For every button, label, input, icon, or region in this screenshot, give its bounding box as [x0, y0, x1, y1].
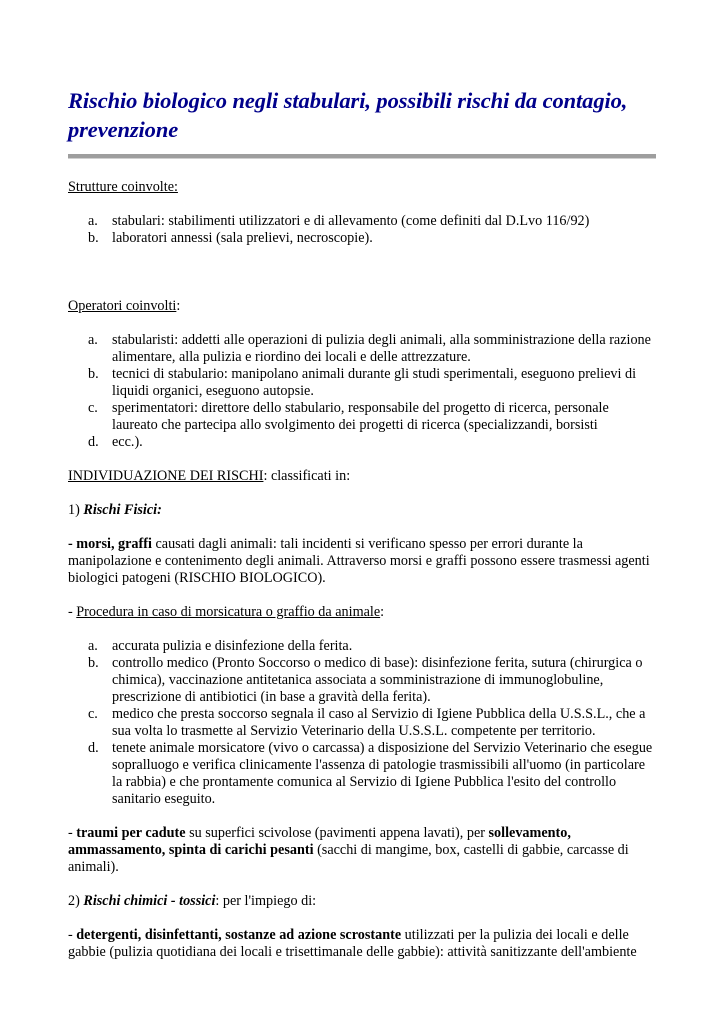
procedura-heading: - Procedura in caso di morsicatura o graffio da animale: [68, 604, 385, 620]
document-page [68, 86, 656, 961]
list-item: d. tenete animale morsicatore (vivo o carcassa) a disposizione del Servizio Veterinario che esegue sopralluogo e verifica clinicamente l'assenza di patologie trasmissibili all'uomo (in particolare la rabbia) e che prontamente comunica al Servizio di Igiene Pubblica l'esito del controllo sanitario eseguito. [88, 740, 653, 807]
strutture-list [68, 213, 656, 247]
list-item: b. laboratori annessi (sala prelievi, necroscopie). [88, 230, 373, 246]
list-item: c. sperimentatori: direttore dello stabulario, responsabile del progetto di ricerca, personale laureato che partecipa allo svolgimento dei progetti di ricerca (specializzandi, borsisti [88, 400, 609, 433]
individuazione-heading: INDIVIDUAZIONE DEI RISCHI: classificati in: [68, 468, 351, 484]
list-item: b. controllo medico (Pronto Soccorso o medico di base): disinfezione ferita, sutura (chirurgica o chimica), vaccinazione antitetanica associata a somministrazione di immunoglobuline, prescrizione di antibiotici (in base a gravità della ferita). [88, 655, 643, 705]
title-divider [68, 154, 656, 159]
list-item: a. stabulari: stabilimenti utilizzatori e di allevamento (come definiti dal D.Lvo 116/92) [88, 213, 590, 229]
morsi-paragraph: - morsi, graffi causati dagli animali: tali incidenti si verificano spesso per errori durante la manipolazione e contenimento degli animali. Attraverso morsi e graffi possono essere trasmessi agenti biologici patogeni (RISCHIO BIOLOGICO). [68, 536, 650, 586]
page-title: Rischio biologico negli stabulari, possibili rischi da contagio, prevenzione [68, 88, 628, 142]
rischi-chimici-heading: 2) Rischi chimici - tossici: per l'impiego di: [68, 893, 317, 909]
operatori-heading: Operatori coinvolti: [68, 298, 181, 314]
list-item: a. accurata pulizia e disinfezione della ferita. [88, 638, 353, 654]
operatori-list [68, 332, 656, 451]
list-item: b. tecnici di stabulario: manipolano animali durante gli studi sperimentali, eseguono prelievi di liquidi organici, eseguono autopsie. [88, 366, 637, 399]
strutture-heading: Strutture coinvolte: [68, 179, 178, 195]
detergenti-paragraph: - detergenti, disinfettanti, sostanze ad azione scrostante utilizzati per la pulizia dei locali e delle gabbie (pulizia quotidiana dei locali e trisettimanale delle gabbie): attività sanitizzante dell'ambiente [68, 927, 637, 960]
list-item: a. stabularisti: addetti alle operazioni di pulizia degli animali, alla somministrazione della razione alimentare, alla pulizia e riordino dei locali e delle attrezzature. [88, 332, 651, 365]
traumi-paragraph: - traumi per cadute su superfici scivolose (pavimenti appena lavati), per sollevamento, ammassamento, spinta di carichi pesanti (sacchi di mangime, box, castelli di gabbie, carcasse di animali). [68, 825, 629, 875]
list-item: d. ecc.). [88, 434, 143, 450]
rischi-fisici-heading: 1) Rischi Fisici: [68, 502, 162, 518]
list-item: c. medico che presta soccorso segnala il caso al Servizio di Igiene Pubblica della U.S.S.L., che a sua volta lo trasmette al Servizio Veterinario della U.S.S.L. competente per territorio. [88, 706, 646, 739]
procedura-list [68, 638, 656, 808]
